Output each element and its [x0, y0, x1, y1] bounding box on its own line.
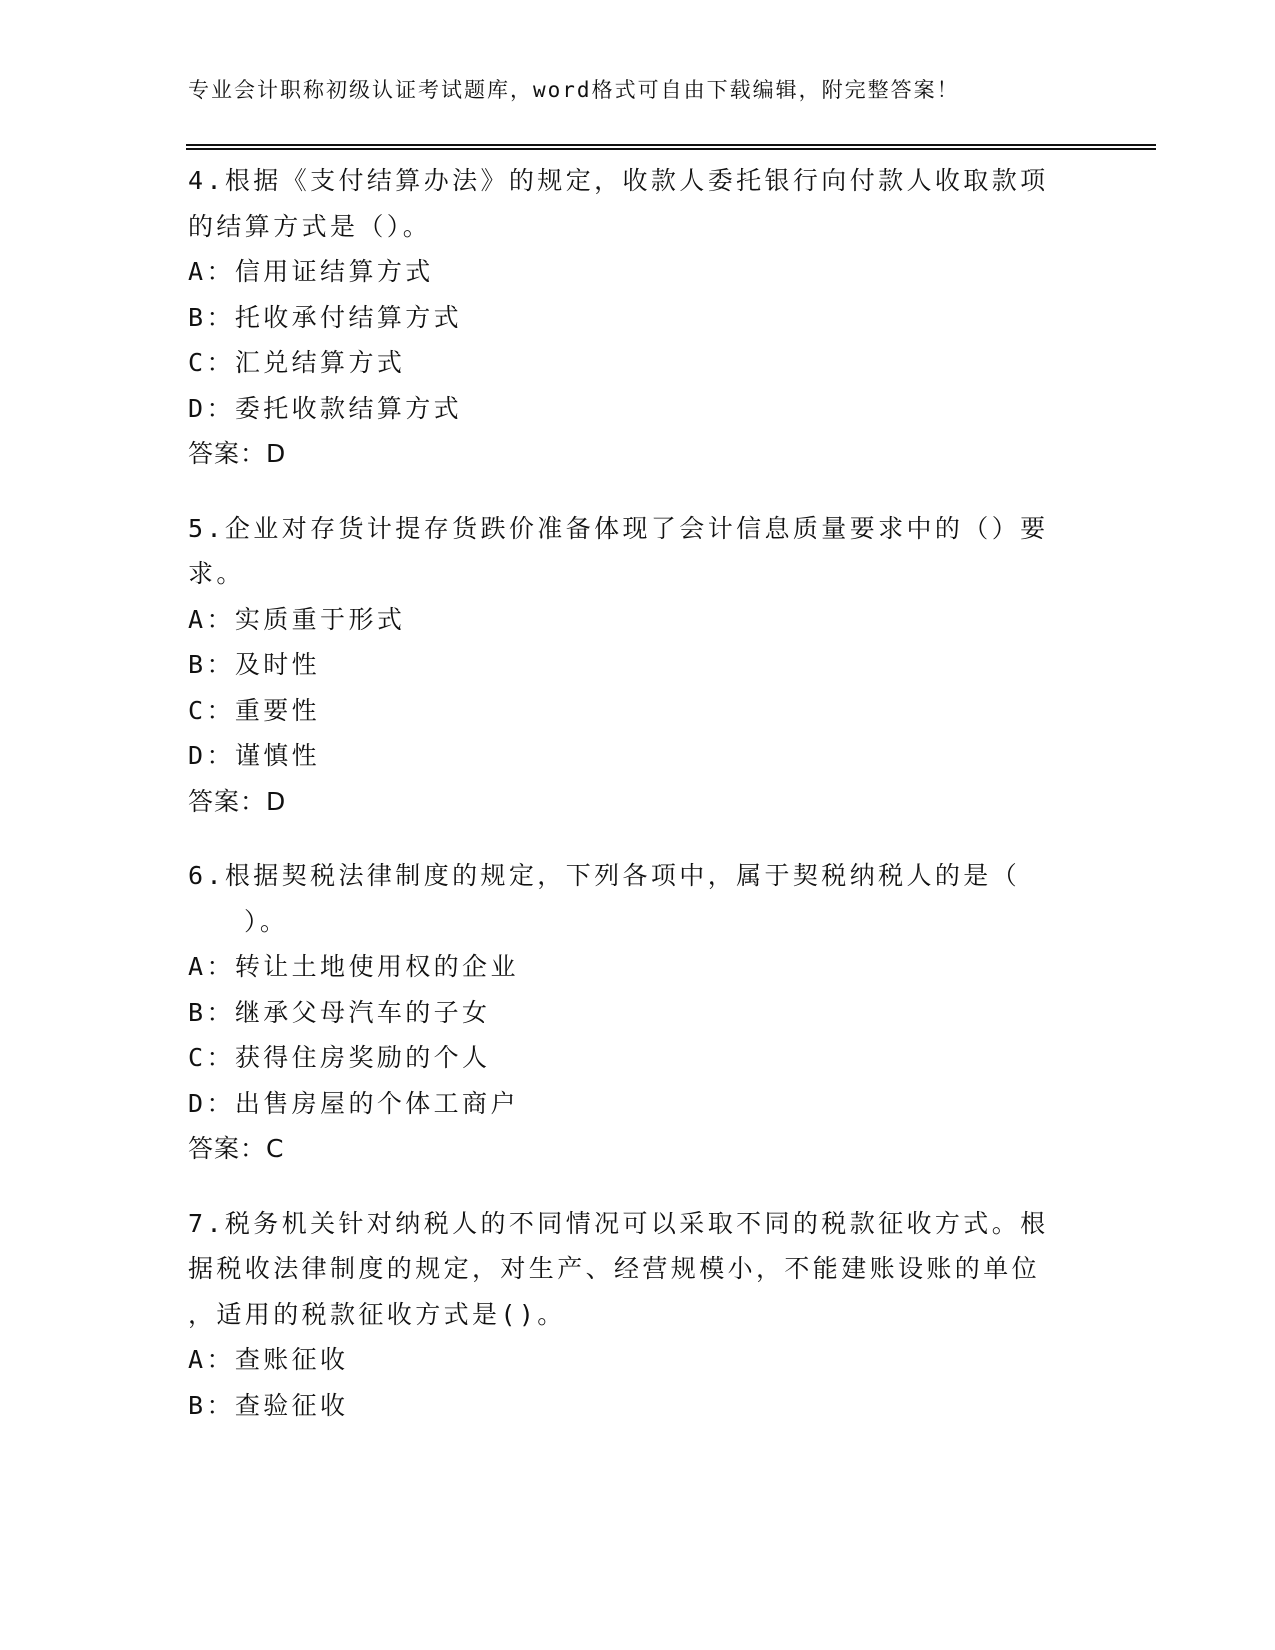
- option-b: B：及时性: [188, 650, 321, 679]
- question-stem: 5.企业对存货计提存货跌价准备体现了会计信息质量要求中的（）要: [188, 513, 1049, 543]
- question-list: [188, 158, 1068, 1457]
- question-5: [188, 506, 1068, 825]
- question-stem: ）。: [244, 906, 289, 936]
- header-divider: [186, 144, 1156, 150]
- question-stem: 4.根据《支付结算办法》的规定，收款人委托银行向付款人收取款项: [188, 166, 1049, 195]
- option-d: D：谨慎性: [188, 741, 321, 770]
- option-d: D：委托收款结算方式: [188, 393, 463, 423]
- answer: 答案：C: [188, 1134, 285, 1163]
- question-stem: 求。: [188, 559, 245, 588]
- option-c: C：汇兑结算方式: [188, 348, 406, 377]
- option-a: A：转让土地使用权的企业: [188, 952, 519, 981]
- question-stem: ，适用的税款征收方式是()。: [188, 1299, 566, 1329]
- option-a: A：信用证结算方式: [188, 257, 434, 286]
- page-header: 专业会计职称初级认证考试题库，word格式可自由下载编辑，附完整答案！: [188, 78, 960, 102]
- option-a: A：查账征收: [188, 1345, 349, 1374]
- option-b: B：继承父母汽车的子女: [188, 997, 491, 1027]
- option-d: D：出售房屋的个体工商户: [188, 1088, 519, 1118]
- question-6: [188, 853, 1068, 1172]
- question-stem: 据税收法律制度的规定，对生产、经营规模小，不能建账设账的单位: [188, 1254, 1041, 1283]
- option-b: B：查验征收: [188, 1390, 349, 1420]
- question-stem: 6.根据契税法律制度的规定，下列各项中，属于契税纳税人的是（: [188, 861, 1021, 890]
- option-c: C：获得住房奖励的个人: [188, 1043, 491, 1072]
- answer: 答案：D: [188, 786, 287, 816]
- option-a: A：实质重于形式: [188, 604, 406, 634]
- question-4: [188, 158, 1068, 477]
- question-stem: 的结算方式是（）。: [188, 211, 432, 241]
- question-stem: 7.税务机关针对纳税人的不同情况可以采取不同的税款征收方式。根: [188, 1208, 1049, 1238]
- answer: 答案：D: [188, 439, 287, 468]
- option-b: B：托收承付结算方式: [188, 302, 463, 332]
- option-c: C：重要性: [188, 695, 321, 725]
- question-7: [188, 1201, 1068, 1429]
